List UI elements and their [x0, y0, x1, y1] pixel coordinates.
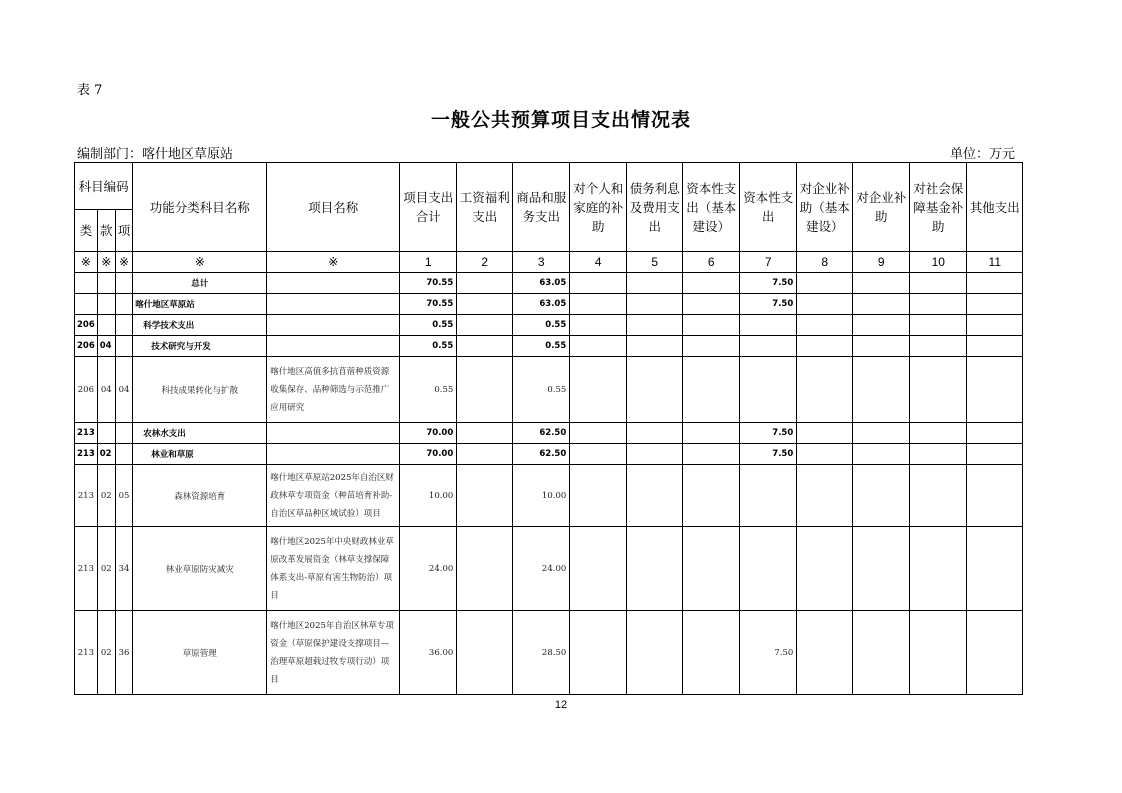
- cell-capital: 7.50: [740, 611, 797, 695]
- cell-capital: [740, 465, 797, 527]
- cell-kuan: 02: [97, 465, 115, 527]
- cell-kuan: [97, 315, 115, 336]
- cell-goods: 0.55: [513, 357, 570, 423]
- header-capital: 资本性支出: [740, 163, 797, 252]
- col-index: 5: [627, 252, 683, 273]
- cell-func-name: 喀什地区草原站: [133, 294, 267, 315]
- table-row: [75, 315, 1023, 336]
- col-index: 7: [740, 252, 797, 273]
- cell-project: 喀什地区草原站2025年自治区财政林草专项资金（种苗培育补助-自治区草品种区域试验）项目: [267, 465, 400, 527]
- cell-total: 70.55: [400, 294, 457, 315]
- cell-xiang: 36: [115, 611, 133, 695]
- cell-xiang: [115, 336, 133, 357]
- col-index: 10: [910, 252, 967, 273]
- table-row: [75, 527, 1023, 611]
- cell-capital: 7.50: [740, 444, 797, 465]
- budget-table: [74, 162, 1023, 695]
- cell-func-name: 草原管理: [133, 611, 267, 695]
- col-index: 3: [513, 252, 570, 273]
- table-number: 表 7: [77, 83, 103, 98]
- cell-kuan: 02: [97, 611, 115, 695]
- cell-capital: [740, 315, 797, 336]
- col-index: 4: [570, 252, 627, 273]
- cell-func-name: 林业草原防灾减灾: [133, 527, 267, 611]
- cell-capital: [740, 357, 797, 423]
- cell-wage: [457, 527, 513, 611]
- header-goods: 商品和服务支出: [513, 163, 570, 252]
- cell-xiang: [115, 423, 133, 444]
- cell-goods: 0.55: [513, 336, 570, 357]
- cell-lei: 213: [75, 444, 98, 465]
- cell-project: [267, 444, 400, 465]
- col-index: ※: [267, 252, 400, 273]
- cell-kuan: [97, 273, 115, 294]
- cell-capital: [740, 336, 797, 357]
- unit-label: 单位：万元: [949, 147, 1015, 162]
- cell-kuan: [97, 423, 115, 444]
- cell-goods: 0.55: [513, 315, 570, 336]
- cell-total: 10.00: [400, 465, 457, 527]
- cell-lei: 213: [75, 423, 98, 444]
- cell-lei: 206: [75, 315, 98, 336]
- cell-goods: 10.00: [513, 465, 570, 527]
- cell-capital: 7.50: [740, 273, 797, 294]
- department-label: 编制部门：喀什地区草原站: [77, 147, 234, 162]
- cell-lei: 213: [75, 527, 98, 611]
- cell-project: [267, 273, 400, 294]
- header-total: 项目支出合计: [400, 163, 457, 252]
- header-func-name: 功能分类科目名称: [133, 163, 267, 252]
- cell-xiang: 34: [115, 527, 133, 611]
- cell-goods: 24.00: [513, 527, 570, 611]
- header-project-name: 项目名称: [267, 163, 400, 252]
- header-debt: 债务利息及费用支出: [627, 163, 683, 252]
- cell-func-name: 科技成果转化与扩散: [133, 357, 267, 423]
- cell-func-name: 农林水支出: [133, 423, 267, 444]
- cell-total: 70.00: [400, 444, 457, 465]
- page-title: 一般公共预算项目支出情况表: [430, 109, 691, 131]
- cell-goods: 63.05: [513, 294, 570, 315]
- cell-func-name: 森林资源培育: [133, 465, 267, 527]
- cell-lei: 213: [75, 611, 98, 695]
- cell-wage: [457, 273, 513, 294]
- cell-project: [267, 315, 400, 336]
- cell-total: 24.00: [400, 527, 457, 611]
- cell-lei: 206: [75, 357, 98, 423]
- col-index: 8: [797, 252, 853, 273]
- cell-goods: 62.50: [513, 423, 570, 444]
- cell-xiang: [115, 315, 133, 336]
- col-index: 11: [967, 252, 1023, 273]
- cell-kuan: 02: [97, 527, 115, 611]
- col-index: ※: [133, 252, 267, 273]
- cell-xiang: 04: [115, 357, 133, 423]
- cell-project: 喀什地区高值多抗苜蓿种质资源收集保存、品种筛选与示范推广应用研究: [267, 357, 400, 423]
- cell-func-name: 林业和草原: [133, 444, 267, 465]
- table-row: [75, 294, 1023, 315]
- col-index: ※: [115, 252, 133, 273]
- cell-func-name: 科学技术支出: [133, 315, 267, 336]
- cell-project: [267, 336, 400, 357]
- cell-kuan: 04: [97, 336, 115, 357]
- cell-capital: 7.50: [740, 294, 797, 315]
- header-other: 其他支出: [967, 163, 1023, 252]
- header-kuan: 款: [97, 210, 115, 252]
- cell-lei: [75, 294, 98, 315]
- cell-wage: [457, 423, 513, 444]
- cell-xiang: [115, 444, 133, 465]
- cell-wage: [457, 336, 513, 357]
- cell-kuan: 04: [97, 357, 115, 423]
- cell-lei: [75, 273, 98, 294]
- header-xiang: 项: [115, 210, 133, 252]
- cell-xiang: [115, 273, 133, 294]
- cell-goods: 63.05: [513, 273, 570, 294]
- cell-func-name: 技术研究与开发: [133, 336, 267, 357]
- cell-kuan: [97, 294, 115, 315]
- cell-lei: 213: [75, 465, 98, 527]
- cell-xiang: [115, 294, 133, 315]
- cell-capital: 7.50: [740, 423, 797, 444]
- cell-total: 0.55: [400, 336, 457, 357]
- cell-wage: [457, 357, 513, 423]
- cell-wage: [457, 611, 513, 695]
- cell-total: 70.00: [400, 423, 457, 444]
- table-row: [75, 273, 1023, 294]
- header-lei: 类: [75, 210, 98, 252]
- cell-lei: 206: [75, 336, 98, 357]
- cell-wage: [457, 315, 513, 336]
- col-index: 1: [400, 252, 457, 273]
- table-row: [75, 465, 1023, 527]
- table-row: [75, 611, 1023, 695]
- cell-project: 喀什地区2025年自治区林草专项资金（草原保护建设支撑项目—治理草原超载过牧专项行动）项目: [267, 611, 400, 695]
- cell-total: 0.55: [400, 315, 457, 336]
- cell-total: 70.55: [400, 273, 457, 294]
- cell-project: 喀什地区2025年中央财政林业草原改革发展资金（林草支撑保障体系支出-草原有害生物防治）项目: [267, 527, 400, 611]
- header-personal: 对个人和家庭的补助: [570, 163, 627, 252]
- cell-goods: 28.50: [513, 611, 570, 695]
- col-index: 6: [683, 252, 740, 273]
- table-row: [75, 357, 1023, 423]
- cell-project: [267, 294, 400, 315]
- page-number: 12: [554, 699, 568, 711]
- cell-wage: [457, 294, 513, 315]
- header-wage: 工资福利支出: [457, 163, 513, 252]
- col-index: 2: [457, 252, 513, 273]
- cell-goods: 62.50: [513, 444, 570, 465]
- header-subject-code: 科目编码: [75, 163, 133, 210]
- cell-xiang: 05: [115, 465, 133, 527]
- col-index: 9: [853, 252, 910, 273]
- table-row: [75, 336, 1023, 357]
- cell-capital: [740, 527, 797, 611]
- cell-kuan: 02: [97, 444, 115, 465]
- cell-total: 36.00: [400, 611, 457, 695]
- header-social: 对社会保障基金补助: [910, 163, 967, 252]
- table-row: [75, 423, 1023, 444]
- header-enterprise-basic: 对企业补助（基本建设）: [797, 163, 853, 252]
- cell-wage: [457, 444, 513, 465]
- header-capital-basic: 资本性支出（基本建设）: [683, 163, 740, 252]
- cell-func-name: 总计: [133, 273, 267, 294]
- cell-wage: [457, 465, 513, 527]
- col-index: ※: [75, 252, 98, 273]
- cell-total: 0.55: [400, 357, 457, 423]
- table-row: [75, 444, 1023, 465]
- header-enterprise: 对企业补助: [853, 163, 910, 252]
- col-index: ※: [97, 252, 115, 273]
- cell-project: [267, 423, 400, 444]
